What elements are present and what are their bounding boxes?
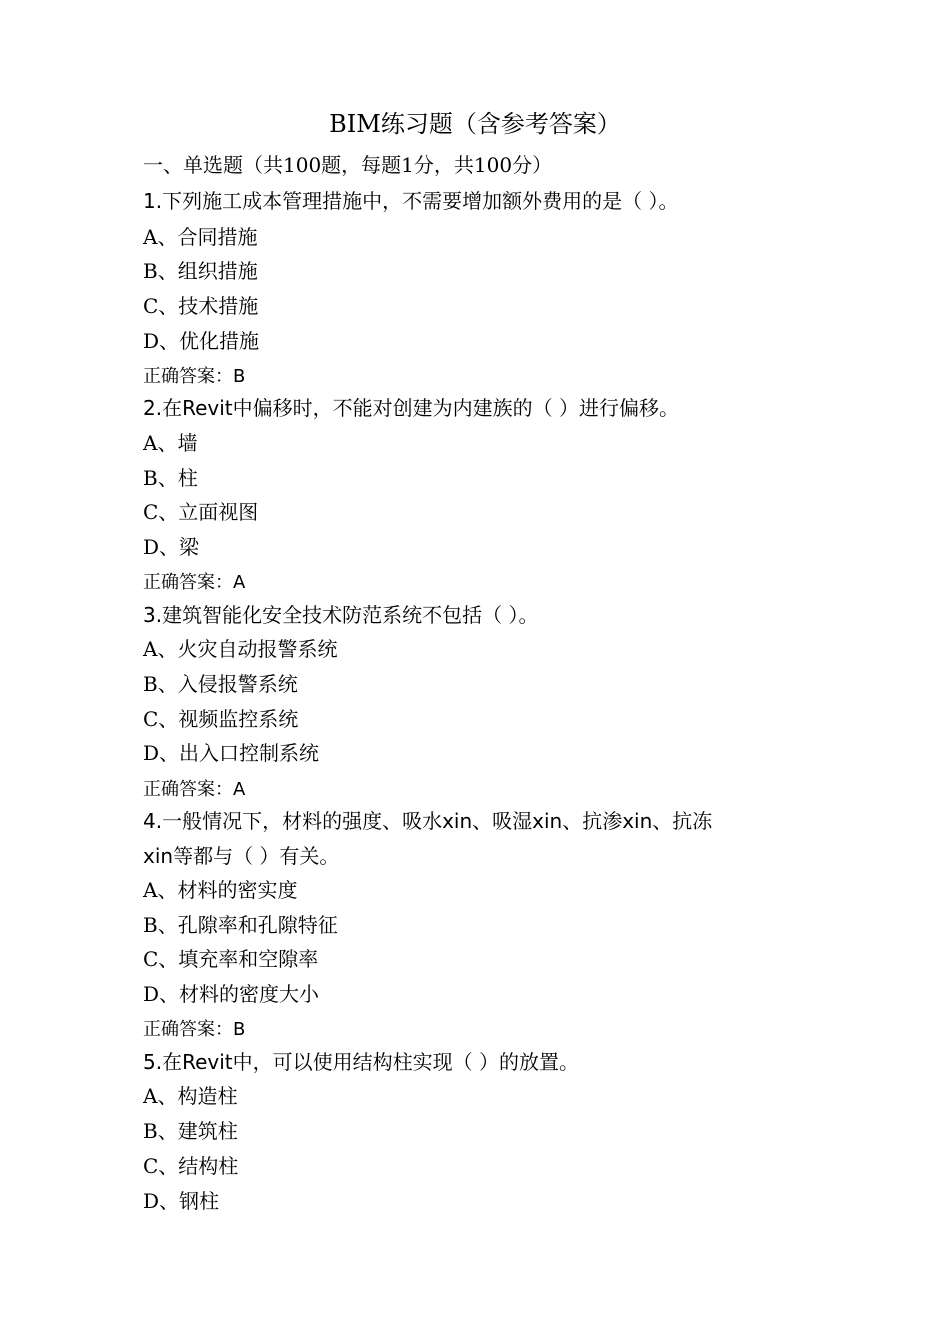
option-a: A、构造柱	[143, 1084, 238, 1108]
option-c: C、结构柱	[143, 1154, 239, 1178]
option-c: C、填充率和空隙率	[143, 947, 319, 971]
section-heading: 一、单选题（共100题，每题1分，共100分）	[143, 153, 553, 177]
option-d: D、优化措施	[143, 329, 260, 353]
option-b: B、入侵报警系统	[143, 672, 298, 696]
option-d: D、梁	[143, 535, 200, 559]
option-b: B、柱	[143, 466, 198, 490]
option-a: A、火灾自动报警系统	[143, 637, 338, 661]
option-d: D、材料的密度大小	[143, 982, 320, 1006]
question-stem: 3.建筑智能化安全技术防范系统不包括（ ）。	[143, 603, 539, 627]
option-b: B、建筑柱	[143, 1119, 238, 1143]
question-stem-continued: xin等都与（ ）有关。	[143, 844, 340, 868]
option-a: A、材料的密实度	[143, 878, 298, 902]
option-d: D、钢柱	[143, 1189, 220, 1213]
correct-answer: 正确答案：A	[143, 572, 246, 593]
option-b: B、孔隙率和孔隙特征	[143, 913, 338, 937]
option-c: C、视频监控系统	[143, 707, 299, 731]
option-a: A、墙	[143, 431, 198, 455]
option-b: B、组织措施	[143, 259, 258, 283]
question-stem: 4.一般情况下，材料的强度、吸水xin、吸湿xin、抗渗xin、抗冻	[143, 809, 713, 833]
option-c: C、技术措施	[143, 294, 259, 318]
option-d: D、出入口控制系统	[143, 741, 320, 765]
correct-answer: 正确答案：B	[143, 1019, 246, 1040]
question-stem: 2.在Revit中偏移时，不能对创建为内建族的（ ）进行偏移。	[143, 396, 679, 420]
option-a: A、合同措施	[143, 225, 258, 249]
correct-answer: 正确答案：A	[143, 779, 246, 800]
question-stem: 5.在Revit中，可以使用结构柱实现（ ）的放置。	[143, 1050, 579, 1074]
document-title: BIM练习题（含参考答案）	[329, 110, 621, 138]
correct-answer: 正确答案：B	[143, 366, 246, 387]
option-c: C、立面视图	[143, 500, 259, 524]
question-stem: 1.下列施工成本管理措施中，不需要增加额外费用的是（ ）。	[143, 189, 679, 213]
